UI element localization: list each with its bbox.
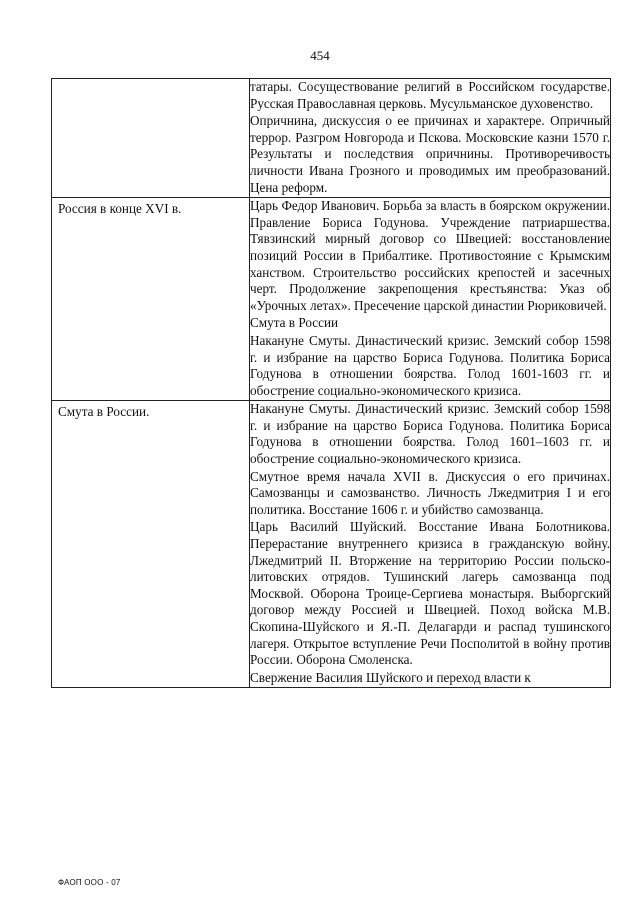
topic-title (52, 79, 249, 85)
content-cell (250, 401, 611, 688)
topic-cell (52, 401, 250, 688)
content-paragraph: Царь Федор Иванович. Борьба за власть в боярском окружении. Правление Бориса Годунова. Учреждение патриаршества. Тявзинский мирный договор со Швецией: восстановление позиций России в Прибалтике. Противостояние с Крымским ханством. Строительство российских крепостей и засечных черт. Продолжение закрепощения крестьянства: Указ об «Урочных летах». Пресечение царской династии Рюриковичей. (250, 198, 610, 313)
table-row (52, 198, 611, 401)
content-paragraph: Накануне Смуты. Династический кризис. Земский собор 1598 г. и избрание на царство Бориса Годунова. Политика Бориса Годунова в отношении боярства. Голод 1601-1603 гг. и обострение социально-экономического кризиса. (250, 332, 610, 398)
topic-cell (52, 198, 250, 401)
topic-title: Смута в России. (58, 404, 150, 420)
content-paragraph: Свержение Василия Шуйского и переход власти к (250, 669, 531, 685)
content-paragraph: татары. Сосуществование религий в Российском государстве. Русская Православная церковь. Мусульманское духовенство. (250, 79, 610, 111)
table-row (52, 79, 611, 198)
curriculum-table (51, 78, 611, 688)
content-cell (250, 79, 611, 198)
footer-document-code: ФАОП ООО - 07 (58, 878, 121, 887)
page-number: 454 (310, 48, 330, 63)
content-paragraph: Царь Василий Шуйский. Восстание Ивана Болотникова. Перерастание внутреннего кризиса в гражданскую войну. Лжедмитрий II. Вторжение на территорию России польско-литовских отрядов. Тушинский лагерь самозванца под Москвой. Оборона Троице-Сергиева монастыря. Выборгский договор между Россией и Швецией. Поход войска М.В. Скопина-Шуйского и Я.-П. Делагарди и распад тушинского лагеря. Открытое вступление Речи Посполитой в войну против России. Оборона Смоленска. (250, 519, 610, 668)
content-cell (250, 198, 611, 401)
content-paragraph: Опричнина, дискуссия о ее причинах и характере. Опричный террор. Разгром Новгорода и Пскова. Московские казни 1570 г. Результаты и последствия опричнины. Противоречивость личности Ивана Грозного и проводимых им преобразований. Цена реформ. (250, 113, 610, 195)
table-row (52, 401, 611, 688)
content-subheading: Смута в России (250, 315, 339, 331)
topic-cell (52, 79, 250, 198)
content-paragraph: Накануне Смуты. Династический кризис. Земский собор 1598 г. и избрание на царство Бориса Годунова. Политика Бориса Годунова в отношении боярства. Голод 1601–1603 гг. и обострение социально-экономического кризиса. (250, 401, 610, 467)
topic-title: Россия в конце XVI в. (58, 201, 182, 217)
content-paragraph: Смутное время начала XVII в. Дискуссия о его причинах. Самозванцы и самозванство. Личность Лжедмитрия I и его политика. Восстание 1606 г. и убийство самозванца. (250, 468, 610, 517)
